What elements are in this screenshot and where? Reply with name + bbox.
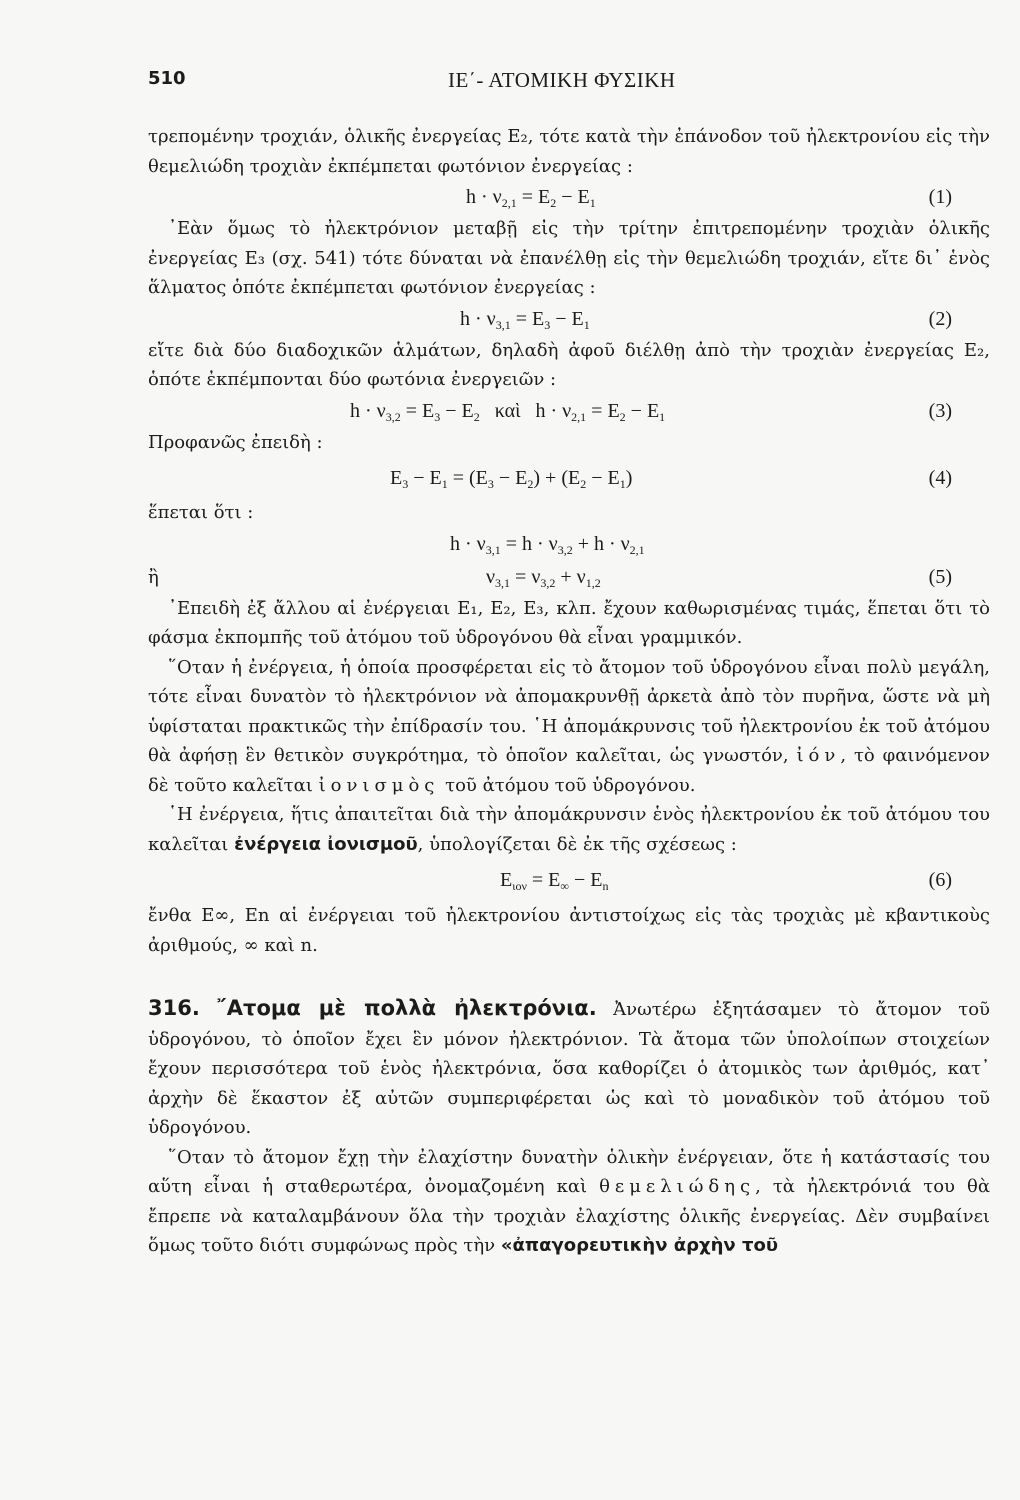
paragraph-2: ᾿Εὰν ὅμως τὸ ἠλεκτρόνιον μεταβῇ εἰς τὴν τρίτην ἐπιτρεπομένην τροχιὰν ὁλικῆς ἐνεργείας E₃ (σχ. 541) τότε δύναται νὰ ἐπανέλθῃ εἰς τὴν θεμελιώδη τροχιάν, εἴτε δι᾿ ἑνὸς ἅλματος ὁπότε ἐκπέμπεται φωτόνιον ἐνεργείας : [148,218,990,298]
equation-3 [148,395,990,428]
paragraph-9-text-a: ῞Οταν τὸ ἄτομον ἔχῃ τὴν ἐλαχίστην δυνατὴν ὁλικὴν ἐνέργειαν, ὅτε ἡ κατάστασίς του αὕτη εἶναι ἡ σταθερωτέρα, ὀνομαζομένη καὶ [148,1146,990,1197]
term-themeliodis: θεμελιώδης [599,1176,756,1197]
paragraph-7: ἔνθα E∞, En αἱ ἐνέργειαι τοῦ ἠλεκτρονίου ἀντιστοίχως εἰς τὰς τροχιὰς μὲ κβαντικοὺς ἀριθμούς, ∞ καὶ n. [148,905,990,956]
section-title: ῎Ατομα μὲ πολλὰ ἠλεκτρόνια. [216,996,597,1020]
equation-3-number: (3) [928,399,952,422]
paragraph-6-text-b: , ὑπολογίζεται δὲ ἐκ τῆς σχέσεως : [417,833,737,855]
equation-1-math: $h \cdot \nu_{2,1} = E_2 - E_1$ [466,186,596,210]
equation-4 [148,458,990,498]
equation-5-number: (5) [928,565,952,588]
paragraph-section-316 [148,994,990,1143]
paragraph-1: τρεπομένην τροχιάν, ὁλικῆς ἐνεργείας E₂, τότε κατὰ τὴν ἐπάνοδον τοῦ ἠλεκτρονίου εἰς τὴν θεμελιώδη τροχιὰν ἐκπέμπεται φωτόνιον ἐνεργείας : [148,126,990,177]
label-epetai: ἕπεται ὅτι : [148,501,254,523]
paragraph-6-text-a: ῾Η ἐνέργεια, ἥτις ἀπαιτεῖται διὰ τὴν ἀπομάκρυνσιν ἑνὸς ἠλεκτρονίου ἐκ τοῦ ἀτόμου του καλεῖται [148,804,990,855]
equation-5 [148,561,990,594]
equation-5-math: $\nu_{3,1} = \nu_{3,2} + \nu_{1,2}$ [486,565,601,590]
equation-1-number: (1) [928,186,952,208]
paragraph-8: Ἀνωτέρω ἐξητάσαμεν τὸ ἄτομον τοῦ ὑδρογόνου, τὸ ὁποῖον ἔχει ἓν μόνον ἠλεκτρόνιον. Τὰ ἄτομα τῶν ὑπολοίπων στοιχείων ἔχουν περισσότερα τοῦ ἑνὸς ἠλεκτρόνια, ὅσα καθορίζει ὁ ἀτομικὸς των ἀριθμός, κατ᾿ ἀρχὴν δὲ ἕκαστον ἐξ αὐτῶν συμπεριφέρεται ὡς καὶ τὸ μοναδικὸν τοῦ ἀτόμου τοῦ ὑδρογόνου. [148,999,990,1138]
equation-2-number: (2) [928,307,952,330]
paragraph-6 [148,800,990,859]
equation-1 [148,181,990,214]
equation-6 [148,859,990,901]
paragraph-5-text-c: τοῦ ἀτόμου τοῦ ὑδρογόνου. [445,774,696,796]
equation-6-number: (6) [928,869,952,891]
term-exclusion-principle: «ἀπαγορευτικὴν ἀρχὴν τοῦ [500,1235,778,1256]
paragraph-5-text-b: , τὸ φαινόμενον δὲ τοῦτο καλεῖται [148,745,990,796]
equation-6-math: $E_{\iota o\nu} = E_\infty - E_n$ [500,869,609,893]
equation-4-number: (4) [928,466,952,489]
page-body [148,122,990,1261]
equation-3-conjunction: καὶ [494,399,521,422]
label-profanos: Προφανῶς ἐπειδὴ : [148,431,323,453]
equation-5a [148,528,990,561]
label-or: ἢ [148,566,159,588]
term-ion: ἰόν [796,745,841,766]
paragraph-5-text-a: ῞Οταν ἡ ἐνέργεια, ἡ ὁποία προσφέρεται εἰς τὸ ἄτομον τοῦ ὑδρογόνου εἶναι πολὺ μεγάλη, τότε εἶναι δυνατὸν τὸ ἠλεκτρόνιον νὰ ἀπομακρυνθῇ ἀρκετὰ ἀπὸ τὸν πυρῆνα, ὥστε νὰ μὴ ὑφίσταται πρακτικῶς τὴν ἐπίδρασίν του. ῾Η ἀπομάκρυνσις τοῦ ἠλεκτρονίου ἐκ τοῦ ἀτόμου θὰ ἀφήσῃ ἓν θετικὸν συγκρότημα, τὸ ὁποῖον καλεῖται, ὡς γνωστόν, [148,656,990,766]
section-number: 316. [148,996,200,1020]
paragraph-3: εἴτε διὰ δύο διαδοχικῶν ἁλμάτων, δηλαδὴ ἀφοῦ διέλθῃ ἀπὸ τὴν τροχιὰν ἐνεργείας E₂, ὁπότε ἐκπέμπονται δύο φωτόνια ἐνεργειῶν : [148,339,990,390]
paragraph-9-text-b: , τὰ ἠλεκτρόνιά του θὰ ἔπρεπε νὰ καταλαμβάνουν ὅλα τὴν τροχιὰν ἐλαχίστης ὁλικῆς ἐνεργείας. Δὲν συμβαίνει ὅμως τοῦτο διότι συμφώνως πρὸς τὴν [148,1176,990,1256]
page-number: 510 [148,68,186,89]
paragraph-5 [148,653,990,801]
page-header [148,68,988,100]
paragraph-4: ᾿Επειδὴ ἐξ ἄλλου αἱ ἐνέργειαι E₁, E₂, E₃, κλπ. ἔχουν καθωρισμένας τιμάς, ἕπεται ὅτι τὸ φάσμα ἐκπομπῆς τοῦ ἀτόμου τοῦ ὑδρογόνου θὰ εἶναι γραμμικόν. [148,597,990,648]
equation-4-math: $E_3 - E_1 = (E_3 - E_2) + (E_2 - E_1)$ [390,466,633,491]
term-ionization-energy: ἐνέργεια ἰονισμοῦ [234,833,418,855]
equation-2-math: $h \cdot \nu_{3,1} = E_3 - E_1$ [460,307,590,332]
equation-3-math: $h \cdot \nu_{3,2} = E_3 - E_2$ καὶ $h \cdot \nu_{2,1} = E_2 - E_1$ [350,399,666,424]
paragraph-9 [148,1143,990,1261]
equation-2 [148,303,990,336]
equation-5a-math: $h \cdot \nu_{3,1} = h \cdot \nu_{3,2} + h \cdot \nu_{2,1}$ [450,532,645,557]
term-ionismos: ἰονισμὸς [318,774,440,796]
running-head: ΙΕ΄- ΑΤΟΜΙΚΗ ΦΥΣΙΚΗ [448,68,676,92]
